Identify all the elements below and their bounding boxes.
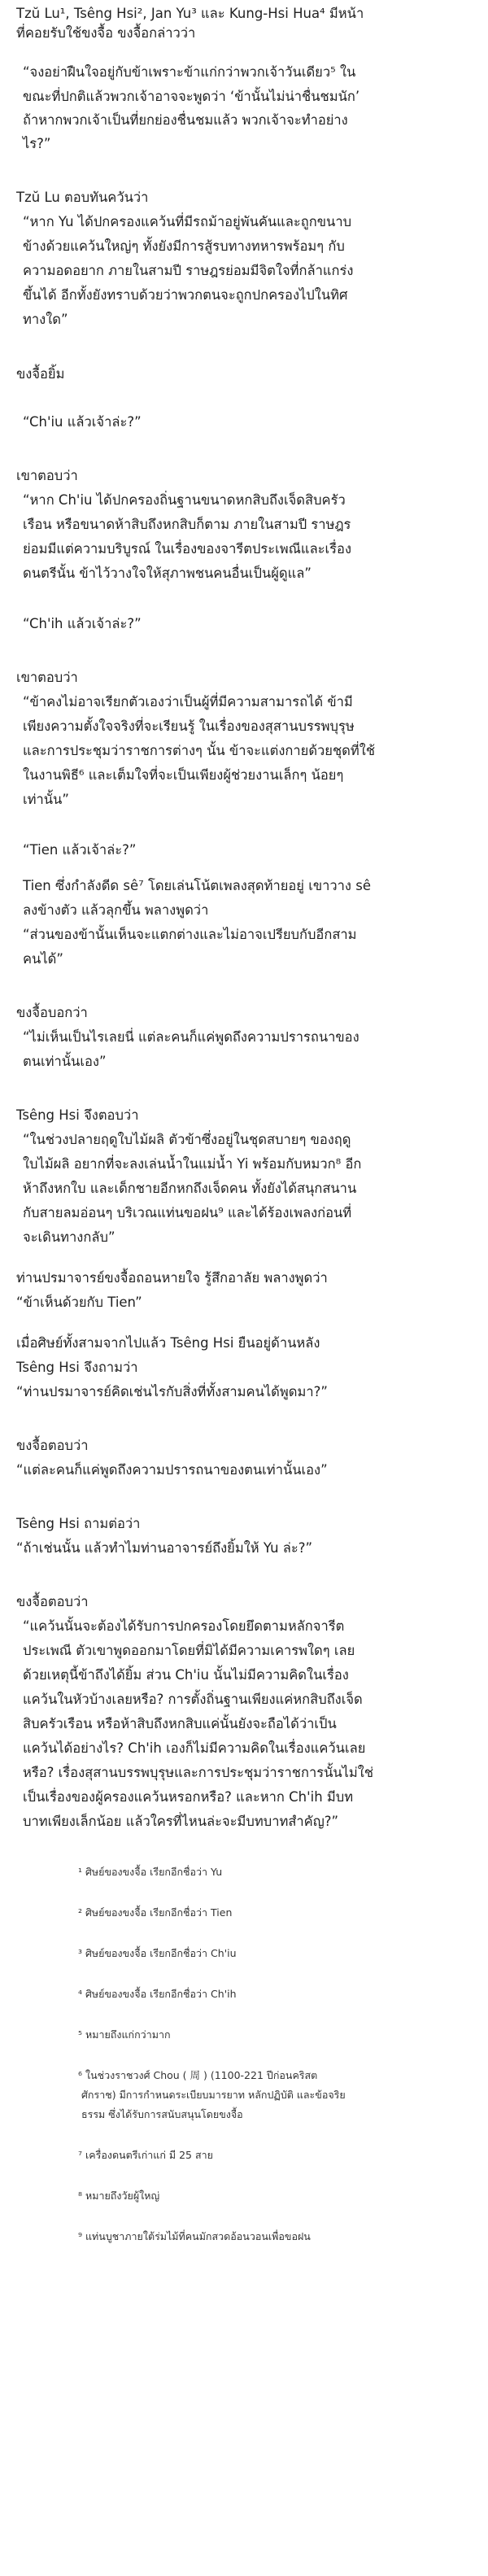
text-line: ท่านปรมาจารย์ขงจื้อถอนหายใจ รู้สึกอาลัย พลางพูดว่า (16, 1270, 328, 1286)
text-line: คนได้” (23, 951, 63, 967)
text-line: Tsêng Hsi จึงตอบว่า (16, 1107, 139, 1123)
text-line: Tsêng Hsi จึงถามว่า (16, 1360, 138, 1375)
text-line: ย่อมมีแต่ความบริบูรณ์ ในเรื่องของจารีตประเพณีและเรื่อง (23, 541, 352, 557)
footnote-line: ⁵ หมายถึงแก่กว่ามาก (78, 2028, 171, 2041)
text-line: เท่านั้น” (23, 792, 69, 807)
text-line: Tien ซึ่งกำลังดีด sê⁷ โดยเล่นโน้ตเพลงสุดท้ายอยู่ เขาวาง sê (23, 878, 371, 893)
text-line: ตนเท่านั้นเอง” (23, 1054, 107, 1069)
text-line: ขงจื้อตอบว่า (16, 1594, 89, 1609)
text-line: เขาตอบว่า (16, 468, 78, 483)
footnote-line: ⁸ หมายถึงวัยผู้ใหญ่ (78, 2190, 160, 2202)
text-line: Tzŭ Lu¹, Tsêng Hsi², Jan Yu³ และ Kung-Hsi Hua⁴ มีหน้า (16, 6, 364, 21)
text-line: ในงานพิธี⁶ และเต็มใจที่จะเป็นเพียงผู้ช่วยงานเล็กๆ น้อยๆ (23, 767, 344, 783)
text-line: เป็นเรื่องของผู้ครองแคว้นหรอกหรือ? และหาก Ch'ih มีบท (23, 1789, 354, 1805)
text-line: เพียงความตั้งใจจริงที่จะเรียนรู้ ในเรื่องของสุสานบรรพบุรุษ (23, 718, 355, 734)
footnote-line: ⁷ เครื่องดนตรีเก่าแก่ มี 25 สาย (78, 2149, 213, 2161)
text-line: ห้าถึงหกใบ และเด็กชายอีกหกถึงเจ็ดคน ทั้งยังได้สนุกสนาน (23, 1181, 357, 1196)
text-line: เรือน หรือขนาดห้าสิบถึงหกสิบก็ตาม ภายในสามปี ราษฎร (23, 517, 351, 532)
text-line: จะเดินทางกลับ” (23, 1229, 115, 1245)
text-line: ความอดอยาก ภายในสามปี ราษฎรย่อมมีจิตใจที่กล้าแกร่ง (23, 263, 354, 278)
footnote-line: ธรรม ซึ่งได้รับการสนับสนุนโดยขงจื้อ (81, 2108, 243, 2120)
text-line: ขงจื้อยิ้ม (16, 366, 65, 382)
text-line: เขาตอบว่า (16, 670, 78, 685)
text-line: “Ch'ih แล้วเจ้าล่ะ?” (23, 616, 142, 631)
text-line: ประเพณี ตัวเขาพูดออกมาโดยที่มิได้มีความเคารพใดๆ เลย (23, 1643, 355, 1658)
footnote-line: ⁴ ศิษย์ของขงจื้อ เรียกอีกชื่อว่า Ch'ih (78, 1988, 237, 2000)
text-line: “Ch'iu แล้วเจ้าล่ะ?” (23, 414, 142, 430)
text-line: หรือ? เรื่องสุสานบรรพบุรุษและการประชุมว่าราชการนั้นไม่ใช่ (23, 1765, 374, 1780)
text-line: ขงจื้อตอบว่า (16, 1438, 89, 1453)
text-line: “ในช่วงปลายฤดูใบไม้ผลิ ตัวข้าซึ่งอยู่ในชุดสบายๆ ของฤดู (23, 1132, 351, 1147)
text-line: “ข้าเห็นด้วยกับ Tien” (16, 1295, 142, 1310)
text-line: แคว้นได้อย่างไร? Ch'ih เองก็ไม่มีความคิดในเรื่องแคว้นเลย (23, 1740, 366, 1756)
text-line: ใบไม้ผลิ อยากที่จะลงเล่นน้ำในแม่น้ำ Yi พร้อมกับหมวก⁸ อีก (23, 1156, 362, 1172)
text-line: ดนตรีนั้น ข้าไว้วางใจให้สุภาพชนคนอื่นเป็นผู้ดูแล” (23, 565, 312, 581)
text-line: แคว้นในหัวบ้างเลยหรือ? การตั้งถิ่นฐานเพียงแค่หกสิบถึงเจ็ด (23, 1692, 363, 1707)
text-line: Tzŭ Lu ตอบทันควันว่า (16, 190, 149, 205)
text-line: ทางใด” (23, 312, 68, 327)
footnote-line: ² ศิษย์ของขงจื้อ เรียกอีกชื่อว่า Tien (78, 1906, 233, 1919)
text-line: ขณะที่ปกติแล้วพวกเจ้าอาจจะพูดว่า ‘ข้านั้นไม่น่าชื่นชมนัก’ (23, 89, 360, 104)
footnote-line: ³ ศิษย์ของขงจื้อ เรียกอีกชื่อว่า Ch'iu (78, 1947, 237, 1959)
text-line: “หาก Yu ได้ปกครองแคว้นที่มีรถม้าอยู่พันคันและถูกขนาบ (23, 214, 352, 229)
text-line: “ท่านปรมาจารย์คิดเช่นไรกับสิ่งที่ทั้งสามคนได้พูดมา?” (16, 1384, 328, 1399)
text-line: “หาก Ch'iu ได้ปกครองถิ่นฐานขนาดหกสิบถึงเจ็ดสิบครัว (23, 492, 346, 508)
text-line: บาทเพียงเล็กน้อย แล้วใครที่ไหนล่ะจะมีบทบาทสำคัญ?” (23, 1814, 339, 1829)
text-line: “ไม่เห็นเป็นไรเลยนี่ แต่ละคนก็แค่พูดถึงความปรารถนาของ (23, 1029, 359, 1045)
text-line: ขงจื้อบอกว่า (16, 1005, 88, 1020)
footnote-line: ¹ ศิษย์ของขงจื้อ เรียกอีกชื่อว่า Yu (78, 1866, 223, 1878)
text-line: “แคว้นนั้นจะต้องได้รับการปกครองโดยยึดตามหลักจารีต (23, 1618, 345, 1634)
text-line: “ถ้าเช่นนั้น แล้วทำไมท่านอาจารย์ถึงยิ้มให้ Yu ล่ะ?” (16, 1540, 313, 1556)
text-line: ไร?” (23, 136, 51, 151)
text-line: ข้างด้วยแคว้นใหญ่ๆ ทั้งยังมีการสู้รบทางทหารพร้อมๆ กับ (23, 238, 345, 254)
text-line: ถ้าหากพวกเจ้าเป็นที่ยกย่องชื่นชมแล้ว พวกเจ้าจะทำอย่าง (23, 112, 348, 128)
text-line: กับสายลมอ่อนๆ บริเวณแท่นขอฝน⁹ และได้ร้องเพลงก่อนที่ (23, 1205, 352, 1220)
text-line: “ข้าคงไม่อาจเรียกตัวเองว่าเป็นผู้ที่มีความสามารถได้ ข้ามี (23, 694, 353, 709)
text-line: ลงข้างตัว แล้วลุกขึ้น พลางพูดว่า (23, 902, 209, 918)
text-line: สิบครัวเรือน หรือห้าสิบถึงหกสิบแค่นั้นยังจะถือได้ว่าเป็น (23, 1716, 337, 1731)
text-line: เมื่อศิษย์ทั้งสามจากไปแล้ว Tsêng Hsi ยืนอยู่ด้านหลัง (16, 1335, 320, 1351)
text-line: “จงอย่าฝืนใจอยู่กับข้าเพราะข้าแก่กว่าพวกเจ้าวันเดียว⁵ ใน (23, 64, 356, 80)
text-line: ด้วยเหตุนี้ข้าถึงได้ยิ้ม ส่วน Ch'iu นั้นไม่มีความคิดในเรื่อง (23, 1667, 349, 1683)
text-line: “Tien แล้วเจ้าล่ะ?” (23, 842, 137, 858)
text-line: ขึ้นได้ อีกทั้งยังทราบด้วยว่าพวกตนจะถูกปกครองไปในทิศ (23, 287, 348, 303)
text-line: Tsêng Hsi ถามต่อว่า (16, 1516, 141, 1531)
footnote-line: ⁶ ในช่วงราชวงศ์ Chou ( 周 ) (1100-221 ปีก่อนคริสต (78, 2069, 318, 2081)
text-line: และการประชุมว่าราชการต่างๆ นั้น ข้าจะแต่งกายด้วยชุดที่ใช้ (23, 743, 376, 758)
footnote-line: ⁹ แท่นบูชาภายใต้ร่มไม้ที่คนมักสวดอ้อนวอนเพื่อขอฝน (78, 2230, 311, 2242)
footnote-line: ศักราช) มีการกำหนดระเบียบมารยาท หลักปฏิบัติ และข้อจริย (81, 2089, 346, 2101)
text-line: “แต่ละคนก็แค่พูดถึงความปรารถนาของตนเท่านั้นเอง” (16, 1462, 328, 1478)
text-line: ที่คอยรับใช้ขงจื้อ ขงจื้อกล่าวว่า (16, 25, 196, 41)
text-line: “ส่วนของข้านั้นเห็นจะแตกต่างและไม่อาจเปรียบกับอีกสาม (23, 927, 357, 942)
